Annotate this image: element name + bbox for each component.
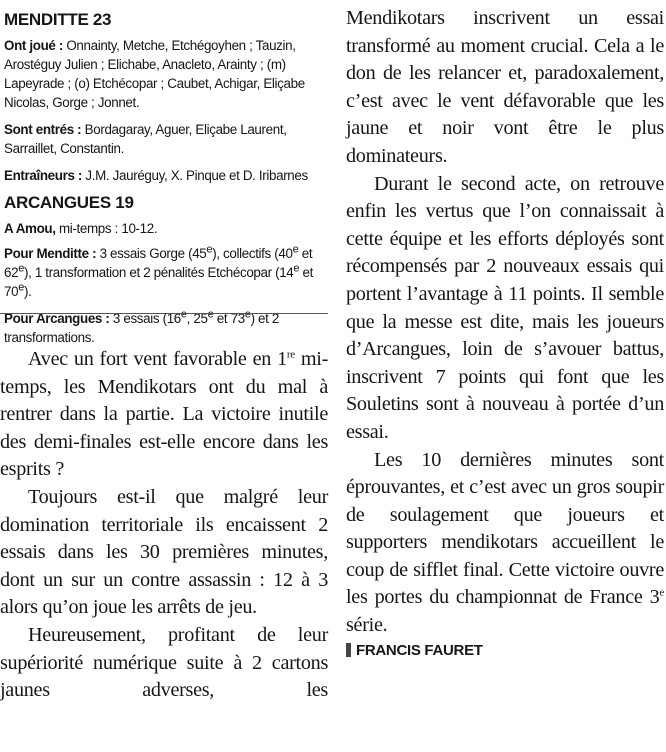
box-divider: [0, 313, 328, 314]
pour-menditte-line: [4, 244, 322, 301]
played-line: [4, 36, 322, 112]
pour-menditte-text-f: ).: [23, 284, 32, 299]
author-name: FRANCIS FAURET: [356, 641, 483, 659]
left-column: [0, 0, 328, 752]
paragraph-5: [346, 447, 664, 640]
subs-line: [4, 120, 322, 158]
coach-line: [4, 166, 322, 185]
subs-label: Sont entrés :: [4, 122, 82, 137]
sup: e: [207, 308, 214, 321]
pour-arcangues-text-a: 3 essais (16: [109, 311, 181, 326]
pour-arcangues-line: [4, 309, 322, 347]
sup: e: [206, 243, 213, 256]
article-left-text: [0, 346, 328, 702]
pour-menditte-text-c: et 62: [4, 246, 313, 280]
paragraph-1-text-b: mi-temps, les Mendikotars ont du mal à rentrer dans la partie. La victoire inutile des demi-finales est-elle encore dans les esprits ?: [0, 348, 328, 481]
pour-menditte-text-b: ), collectifs (40: [212, 246, 293, 261]
sup: e: [180, 308, 187, 321]
sup: e: [293, 262, 300, 275]
article-right-text: [346, 5, 664, 659]
team-arcangues-score: ARCANGUES 19: [4, 193, 134, 212]
paragraph-1: [0, 346, 328, 484]
paragraph-2: Toujours est-il que malgré leur domination territoriale ils encaissent 2 essais dans les 30 premières minutes, dont un sur un contre assassin : 12 à 3 alors qu’on joue les arrêts de jeu.: [0, 485, 328, 619]
coach-label: Entraîneurs :: [4, 168, 83, 183]
venue-label: A Amou,: [4, 221, 56, 236]
sup: e: [659, 586, 664, 599]
sup: re: [286, 348, 295, 361]
coach-text: J.M. Jauréguy, X. Pinque et D. Iribarnes: [82, 168, 308, 183]
pour-arcangues-text-c: et 73: [213, 311, 245, 326]
played-text: Onnainty, Metche, Etchégoyhen ; Tauzin, Arostéguy Julien ; Elichabe, Anacleto, Arainty ; (m) Lapeyrade ; (o) Etchécopar ; Caubet, Achigar, Eliçabe Nicolas, Gorge ; Jonnet.: [4, 38, 305, 110]
pour-menditte-text-e: et 70: [4, 265, 314, 299]
signature-bar: [346, 643, 351, 657]
sup: e: [244, 308, 251, 321]
subs-text: Bordagaray, Aguer, Eliçabe Laurent, Sarraillet, Constantin.: [4, 122, 287, 156]
sup: e: [18, 262, 24, 275]
team-menditte-score: MENDITTE 23: [4, 10, 112, 29]
pour-arcangues-text-d: ) et 2 transformations.: [4, 311, 279, 345]
paragraph-1-text-a: Avec un fort vent favorable en 1: [28, 348, 287, 370]
paragraph-3-continued: Mendikotars inscrivent un essai transformé au moment crucial. Cela a le don de les relancer et, paradoxalement, c’est avec le vent défavorable que les jaune et noir vont être le plus dominateurs.: [346, 7, 664, 167]
match-info-box: [0, 0, 328, 347]
venue-line: [4, 219, 322, 238]
sup: e: [292, 243, 299, 256]
pour-menditte-label: Pour Menditte :: [4, 246, 97, 261]
venue-text: mi-temps : 10-12.: [55, 221, 158, 236]
pour-menditte-text-a: 3 essais Gorge (45: [96, 246, 207, 261]
sup: e: [18, 281, 24, 294]
pour-arcangues-text-b: , 25: [186, 311, 208, 326]
pour-menditte-text-d: ), 1 transformation et 2 pénalités Etchécopar (14: [23, 265, 294, 280]
paragraph-5-text-b: série.: [346, 614, 388, 637]
author-signature: [346, 642, 664, 659]
paragraph-5-text-a: Les 10 dernières minutes sont éprouvantes, et c’est avec un gros soupir de soulagement que joueurs et supporters mendikotars accueillent le coup de sifflet final. Cette victoire ouvre les portes du championnat de France 3: [346, 448, 664, 609]
played-label: Ont joué :: [4, 38, 63, 53]
paragraph-4: Durant le second acte, on retrouve enfin les vertus que l’on connaissait à cette équipe et les efforts déployés sont récompensés par 2 nouveaux essais qui portent l’avantage à 11 points. Il semble que la messe est dite, mais les joueurs d’Arcangues, loin de s’avouer battus, inscrivent 7 points qui font que les Souletins sont à nouveau à portée d’un essai.: [346, 172, 664, 443]
pour-arcangues-label: Pour Arcangues :: [4, 311, 110, 326]
right-column: [346, 0, 664, 752]
paragraph-3-start: Heureusement, profitant de leur supériorité numérique suite à 2 cartons jaunes adverses, les: [0, 623, 328, 702]
